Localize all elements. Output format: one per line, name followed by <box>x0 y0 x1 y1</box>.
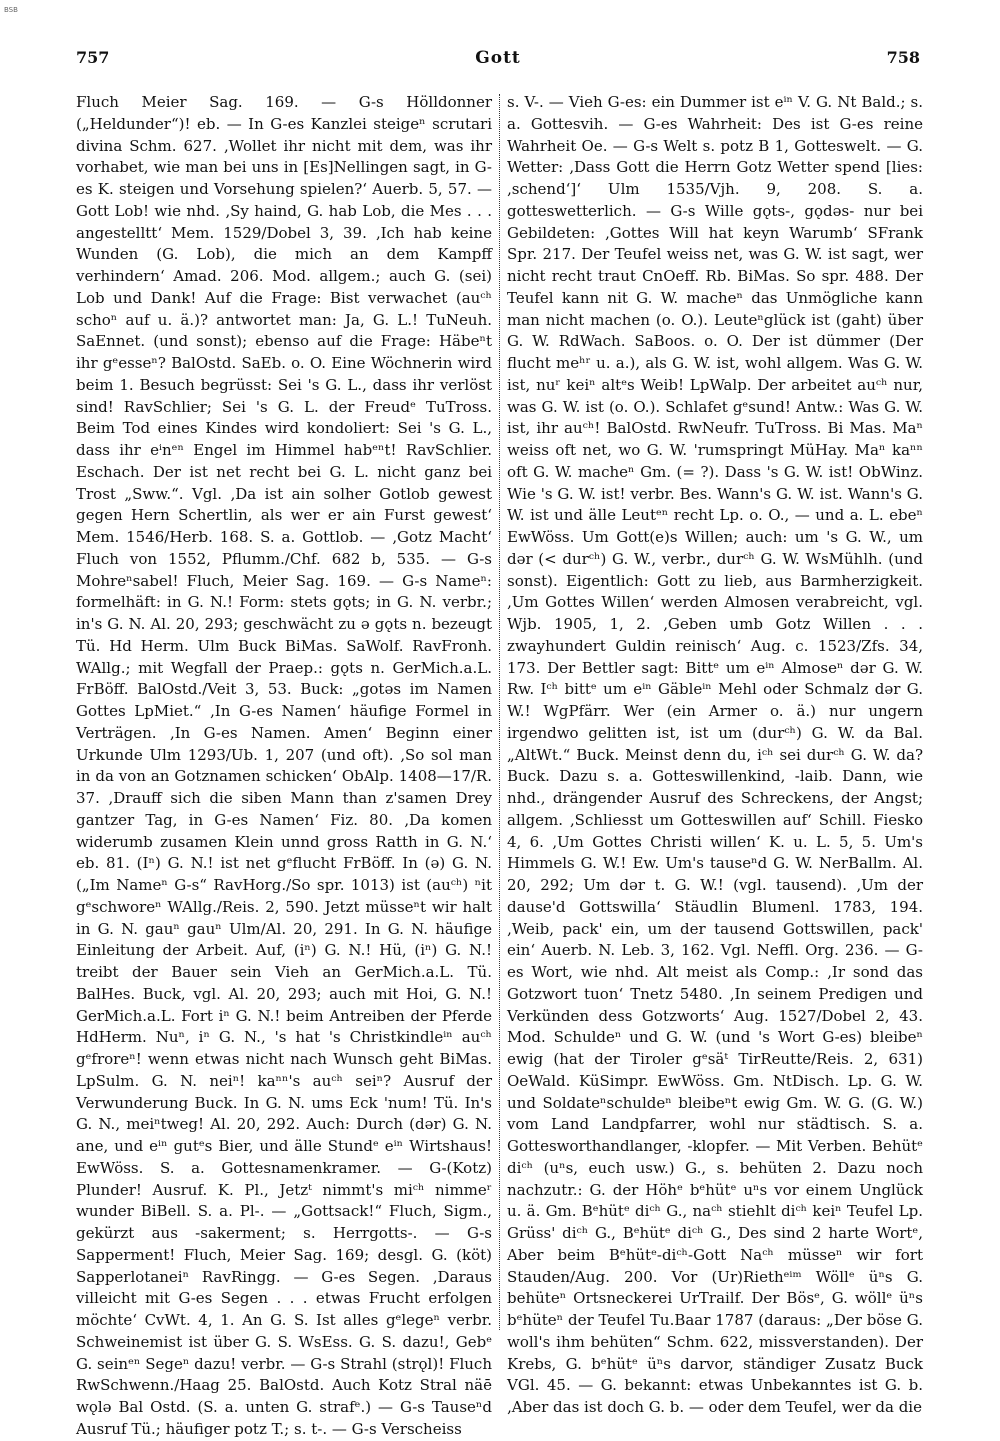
page-header <box>76 48 920 76</box>
running-head: Gott <box>475 48 521 68</box>
right-column-text: s. V-. — Vieh G-es: ein Dummer ist eⁱⁿ V. G. Nt Bald.; s. a. Gottesvih. — G-es Wahrheit: Des ist G-es reine Wahrheit Oe. — G-s Welt s. potz B 1, Gotteswelt. — G. Wetter: ‚Dass Gott die Herrn Gotz Wetter spend [lies: ‚schend‘]‘ Ulm 1535/Vjh. 9, 208. S. a. gotteswetterlich. — G-s Wille gǫts-, gǫdəs- nur bei Gebildeten: ‚Gottes Will hat keyn Warumb‘ SFrank Spr. 217. Der Teufel weiss net, was G. W. ist sagt, wer nicht recht traut CnOeff. Rb. BiMas. So spr. 488. Der Teufel kann nit G. W. macheⁿ das Unmögliche kann man nicht machen (o. O.). Leuteⁿglück ist (gaht) über G. W. RdWach. SaBoos. o. O. Der ist dümmer (Der flucht meʰʳ u. a.), als G. W. ist, wohl allgem. Was G. W. ist, nuʳ keiⁿ altᵉs Weib! LpWalp. Der arbeitet auᶜʰ nur, was G. W. ist (o. O.). Schlafet gᵉsund! Antw.: Was G. W. ist, ihr auᶜʰ! BalOstd. RwNeufr. TuTross. Bi Mas. Maⁿ weiss oft net, wo G. W. 'rumspringt MüHay. Maⁿ kaⁿⁿ oft G. W. macheⁿ Gm. (= ?). Dass 's G. W. ist! ObWinz. Wie 's G. W. ist! verbr. Bes. Wann's G. W. ist. Wann's G. W. ist und älle Leutᵉⁿ recht Lp. o. O., — und a. L. ebeⁿ EwWöss. Um Gott(e)s Willen; auch: um 's G. W., um dər (< durᶜʰ) G. W., verbr., durᶜʰ G. W. WsMühlh. (und sonst). Eigentlich: Gott zu lieb, aus Barmherzigkeit. ‚Um Gottes Willen‘ werden Almosen verabreicht, vgl. Wjb. 1905, 1, 2. ‚Geben umb Gotz Willen . . . zwayhundert Guldin reinisch‘ Aug. c. 1523/Zfs. 34, 173. Der Bettler sagt: Bittᵉ um eⁱⁿ Almoseⁿ dər G. W. Rw. Iᶜʰ bittᵉ um eⁱⁿ Gäbleⁱⁿ Mehl oder Schmalz dər G. W.! WgPfärr. Wer (ein Armer o. ä.) nur ungern irgendwo gelitten ist, ist um (durᶜʰ) G. W. da Bal. „AltWt.“ Buck. Meinst denn du, iᶜʰ sei durᶜʰ G. W. da? Buck. Dazu s. a. Gotteswillenkind, -laib. Dann, wie nhd., drängender Ausruf des Schreckens, der Angst; allgem. ‚Schliesst um Gotteswillen auf‘ Schill. Fiesko 4, 6. ‚Um Gottes Christi willen‘ K. u. L. 5, 5. Um's Himmels G. W.! Ew. Um's tauseⁿd G. W. NerBallm. Al. 20, 292; Um dər t. G. W.! (vgl. tausend). ‚Um der dause'd Gottswilla‘ Stäudlin Blumenl. 1783, 194. ‚Weib, pack' ein, um der tausend Gottswillen, pack' ein‘ Auerb. N. Leb. 3, 162. Vgl. Neffl. Org. 236. — G-es Wort, wie nhd. Alt meist als Comp.: ‚Ir sond das Gotzwort tuon‘ Tnetz 5480. ‚In seinem Predigen und Verkünden dess Gotzworts‘ Aug. 1527/Dobel 2, 43. Mod. Schuldeⁿ und G. W. (und 's Wort G-es) bleibeⁿ ewig (hat der Tiroler gᵉsäᵗ TirReutte/Reis. 2, 631) OeWald. KüSimpr. EwWöss. Gm. NtDisch. Lp. G. W. und Soldateⁿschuldeⁿ bleibeⁿt ewig Gm. W. G. (G. W.) vom Land Landpfarrer, wohl nur städtisch. S. a. Gottesworthandlanger, -klopfer. — Mit Verben. Behütᵉ diᶜʰ (uⁿs, euch usw.) G., s. behüten 2. Dazu noch nachzutr.: G. der Höhᵉ bᵉhütᵉ uⁿs vor einem Unglück u. ä. Gm. Bᵉhütᵉ diᶜʰ G., naᶜʰ stiehlt diᶜʰ keiⁿ Teufel Lp. Grüss' diᶜʰ G., Bᵉhütᵉ diᶜʰ G., Des sind 2 harte Wortᵉ, Aber beim Bᵉhütᵉ-diᶜʰ-Gott Naᶜʰ müsseⁿ wir fort Stauden/Aug. 200. Vor (Ur)Riethᵉⁱᵐ Wöllᵉ üⁿs G. behüteⁿ Ortsneckerei UrTrailf. Der Bösᵉ, G. wöllᵉ üⁿs bᵉhüteⁿ der Teufel Tu.Baar 1787 (daraus: „Der böse G. woll's ihm behüten“ Schm. 622, missverstanden). Der Krebs, G. bᵉhütᵉ üⁿs darvor, ständiger Zusatz Buck VGl. 45. — G. bekannt: etwas Unbekanntes ist G. b. ‚Aber das ist doch G. b. — oder dem Teufel, wer da die <box>507 93 923 1416</box>
library-watermark: BSB <box>4 6 18 14</box>
right-column <box>507 92 923 1416</box>
column-divider <box>499 94 500 1330</box>
left-column-text: Fluch Meier Sag. 169. — G-s Hölldonner („Heldunder“)! eb. — In G-es Kanzlei steigeⁿ scrutari divina Schm. 627. ‚Wollet ihr nicht mit dem, was ihr vorhabet, wie man bei uns in [Es]Nellingen sagt, in G-es K. steigen und Vorsehung spielen?‘ Auerb. 5, 57. — Gott Lob! wie nhd. ‚Sy haind, G. hab Lob, die Mes . . . angestelltt‘ Mem. 1529/Dobel 3, 39. ‚Ich hab keine Wunden (G. Lob), die mich an dem Kampff verhindern‘ Amad. 206. Mod. allgem.; auch G. (sei) Lob und Dank! Auf die Frage: Bist verwachet (auᶜʰ schoⁿ auf u. ä.)? antwortet man: Ja, G. L.! TuNeuh. SaEnnet. (und sonst); ebenso auf die Frage: Häbeⁿt ihr gᵉesseⁿ? BalOstd. SaEb. o. O. Eine Wöchnerin wird beim 1. Besuch begrüsst: Sei 's G. L., dass ihr verlöst sind! RavSchlier; Sei 's G. L. der Freudᵉ TuTross. Beim Tod eines Kindes wird kondoliert: Sei 's G. L., dass ihr eⁱnᵉⁿ Engel im Himmel habᵉⁿt! RavSchlier. Eschach. Der ist net recht bei G. L. nicht ganz bei Trost „Sww.“. Vgl. ‚Da ist ain solher Gotlob gewest gegen Hern Schertlin, als wer er ain Furst gewest‘ Mem. 1546/Herb. 168. S. a. Gottlob. — ‚Gotz Macht‘ Fluch von 1552, Pflumm./Chf. 682 b, 535. — G-s Mohreⁿsabel! Fluch, Meier Sag. 169. — G-s Nameⁿ: formelhäft: in G. N.! Form: stets gǫts; in G. N. verbr.; in's G. N. Al. 20, 293; geschwächt zu ə gǫts n. bezeugt Tü. Hd Herm. Ulm Buck BiMas. SaWolf. RavFronh. WAllg.; mit Wegfall der Praep.: gǫts n. GerMich.a.L. FrBöff. BalOstd./Veit 3, 53. Buck: „gotəs im Namen Gottes LpMiet.“ ‚In G-es Namen‘ häufige Formel in Verträgen. ‚In G-es Namen. Amen‘ Beginn einer Urkunde Ulm 1293/Ub. 1, 207 (und oft). ‚So sol man in da von an Gotznamen schicken‘ ObAlp. 1408—17/R. 37. ‚Drauff sich die siben Mann than z'samen Drey gantzer Tag, in G-es Namen‘ Fiz. 80. ‚Da komen widerumb zusamen Klein unnd gross Ratth in G. N.‘ eb. 81. (Iⁿ) G. N.! ist net gᵉflucht FrBöff. In (ə) G. N. („Im Nameⁿ G-s“ RavHorg./So spr. 1013) ist (auᶜʰ) ⁿit gᵉschworeⁿ WAllg./Reis. 2, 590. Jetzt müsseⁿt wir halt in G. N. gauⁿ gauⁿ Ulm/Al. 20, 291. In G. N. häufige Einleitung der Arbeit. Auf, (iⁿ) G. N.! Hü, (iⁿ) G. N.! treibt der Bauer sein Vieh an GerMich.a.L. Tü. BalHes. Buck, vgl. Al. 20, 293; auch mit Hoi, G. N.! GerMich.a.L. Fort iⁿ G. N.! beim Antreiben der Pferde HdHerm. Nuⁿ, iⁿ G. N., 's hat 's Christkindleⁱⁿ auᶜʰ gᵉfroreⁿ! wenn etwas nicht nach Wunsch geht BiMas. LpSulm. G. N. neiⁿ! kaⁿⁿ's auᶜʰ seiⁿ? Ausruf der Verwunderung Buck. In G. N. ums Eck 'num! Tü. In's G. N., meiⁿtweg! Al. 20, 292. Auch: Durch (dər) G. N. ane, und eⁱⁿ gutᵉs Bier, und älle Stundᵉ eⁱⁿ Wirtshaus! EwWöss. S. a. Gottesnamenkramer. — G-(Kotz) Plunder! Ausruf. K. Pl., Jetzᵗ nimmt's miᶜʰ nimmeʳ wunder BiBell. S. a. Pl-. — „Gottsack!“ Fluch, Sigm., gekürzt aus -sakerment; s. Herrgotts-. — G-s Sapperment! Fluch, Meier Sag. 169; desgl. G. (köt) Sapperlotaneiⁿ RavRingg. — G-es Segen. ‚Daraus villeicht mit G-es Segen . . . etwas Frucht erfolgen möchte‘ CvWt. 4, 1. An G. S. Ist alles gᵉlegeⁿ verbr. Schweinemist ist über G. S. WsEss. G. S. dazu!, Gebᵉ G. seinᵉⁿ Segeⁿ dazu! verbr. — G-s Strahl (strǫl)! Fluch RwSchwenn./Haag 25. BalOstd. Auch Kotz Stral näē wǫlə Bal Ostd. (S. a. unten G. strafᵉ.) — G-s Tauseⁿd Ausruf Tü.; häufiger potz T.; s. t-. — G-s Verscheiss <box>76 93 492 1438</box>
right-page-number: 758 <box>886 48 920 67</box>
left-page-number: 757 <box>76 48 110 67</box>
left-column <box>76 92 492 1438</box>
